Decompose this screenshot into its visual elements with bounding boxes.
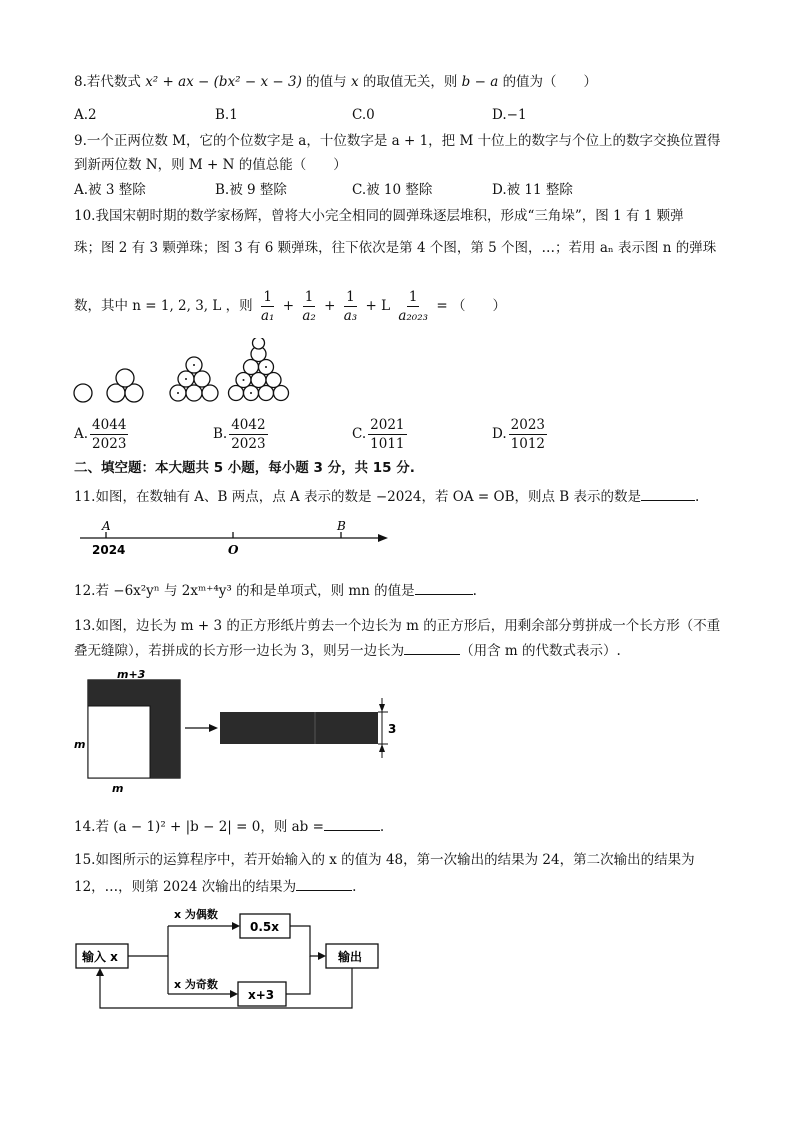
- q11-number-line: [76, 518, 396, 560]
- frac-num: 2023: [510, 417, 545, 433]
- q11-text: 11.如图，在数轴有 A、B 两点，点 A 表示的数是 −2024，若 OA = OB，则点 B 表示的数是: [74, 489, 642, 505]
- bottom-side-label: m: [112, 782, 124, 795]
- answer-blank[interactable]: [296, 876, 352, 891]
- q10-line3-prefix: 数，其中 n = 1, 2, 3, L ，则: [74, 298, 253, 314]
- plus-sign: +: [282, 298, 295, 314]
- plus-sign: +: [324, 298, 336, 314]
- origin-label: O: [228, 543, 239, 557]
- q10-line1: 10.我国宋朝时期的数学家杨辉，曾将大小完全相同的圆弹珠逐层堆积，形成“三角垛”，图 1 有 1 颗弹: [74, 208, 684, 224]
- q10-frac-2: [300, 288, 317, 325]
- q15-line1: 15.如图所示的运算程序中，若开始输入的 x 的值为 48，第一次输出的结果为 24，第二次输出的结果为: [74, 852, 695, 868]
- q10-marble-figure: [70, 338, 310, 408]
- frac-den: a₃: [343, 308, 358, 324]
- side-length-label: 3: [388, 722, 397, 736]
- point-a-label: A: [102, 519, 111, 533]
- op-half-label: 0.5x: [250, 920, 279, 934]
- q12-end: .: [472, 583, 477, 599]
- frac-den: 2023: [231, 436, 266, 452]
- option-letter: C.: [352, 426, 367, 442]
- q12-text: 12.若 −6x²yⁿ 与 2xᵐ⁺⁴y³ 的和是单项式，则 mn 的值是: [74, 583, 415, 599]
- frac-den: 2023: [92, 436, 127, 452]
- q13-line2: [74, 640, 621, 661]
- q15-end: .: [352, 879, 357, 895]
- even-branch-label: x 为偶数: [174, 908, 218, 921]
- q13-line2-end: （用含 m 的代数式表示）.: [460, 643, 621, 659]
- op-plus3-label: x+3: [248, 988, 275, 1002]
- q13-line2-text: 叠无缝隙），若拼成的长方形一边长为 3，则另一边长为: [74, 643, 405, 659]
- q8-option-b: B.1: [215, 107, 238, 123]
- q8-option-a: A.2: [74, 107, 97, 123]
- q8-prefix: 8.若代数式: [74, 74, 141, 90]
- top-side-label: m+3: [117, 668, 146, 681]
- marble: [202, 385, 218, 401]
- q15-flowchart: [70, 902, 400, 1014]
- q9-line2: 到新两位数 N，则 M + N 的值总能（ ）: [74, 157, 347, 173]
- q10-frac-3: [342, 288, 359, 325]
- frac-num: 4044: [92, 417, 127, 433]
- answer-blank[interactable]: [415, 580, 473, 595]
- frac-num: 4042: [231, 417, 266, 433]
- option-letter: D.: [492, 426, 507, 442]
- q11-end: .: [695, 489, 700, 505]
- q8-expr: x² + ax − (bx² − x − 3): [145, 74, 302, 90]
- answer-blank[interactable]: [641, 486, 695, 501]
- q15-line2-text: 12，…，则第 2024 次输出的结果为: [74, 879, 297, 895]
- q14-stem: [74, 816, 384, 837]
- frac-den: 1011: [370, 436, 405, 452]
- frac-den: a₁: [260, 308, 275, 324]
- odd-branch-label: x 为奇数: [174, 978, 218, 991]
- q8-mid: 的值与: [306, 74, 347, 90]
- point-a-value: 2024: [92, 543, 126, 557]
- frac-num: 1: [263, 289, 272, 305]
- frac-num: 1: [408, 289, 418, 305]
- q10-option-c: [352, 414, 409, 454]
- q8-stem: [74, 72, 597, 92]
- q10-line3-suffix: = （ ）: [436, 298, 506, 314]
- frac-den: 1012: [510, 436, 545, 452]
- output-box-label: 输出: [338, 950, 363, 964]
- marble: [186, 385, 202, 401]
- q10-option-a: [74, 414, 130, 454]
- point-b-label: B: [337, 519, 346, 533]
- q14-end: .: [379, 819, 385, 835]
- q8-option-d: D.−1: [492, 107, 527, 123]
- q11-stem: [74, 486, 699, 507]
- q9-line1: 9.一个正两位数 M，它的个位数字是 a，十位数字是 a + 1，把 M 十位上的数字与个位上的数字交换位置得: [74, 133, 721, 149]
- plus-ellipsis: + L: [365, 298, 391, 314]
- answer-blank[interactable]: [404, 640, 460, 655]
- marble: [194, 371, 210, 387]
- marble: [74, 384, 92, 402]
- option-letter: A.: [74, 426, 89, 442]
- frac-num: 1: [346, 289, 355, 305]
- q10-frac-1: [259, 288, 276, 325]
- q10-frac-4: [396, 288, 430, 325]
- q9-option-d: D.被 11 整除: [492, 182, 573, 198]
- q12-stem: [74, 580, 477, 601]
- q8-mid2: 的取值无关，则: [362, 74, 458, 90]
- q13-line1: 13.如图，边长为 m + 3 的正方形纸片剪去一个边长为 m 的正方形后，用剩余部分剪拼成一个长方形（不重: [74, 618, 721, 634]
- frac-num: 1: [304, 289, 314, 305]
- q10-option-b: [213, 414, 270, 454]
- q10-line2: 珠；图 2 有 3 颗弹珠；图 3 有 6 颗弹珠，往下依次是第 4 个图，第 5 个图，…；若用 aₙ 表示图 n 的弹珠: [74, 240, 717, 256]
- q9-option-a: A.被 3 整除: [74, 182, 146, 198]
- frac-num: 2021: [370, 417, 405, 433]
- q9-option-b: B.被 9 整除: [215, 182, 287, 198]
- frac-den: a₂₀₂₃: [398, 308, 429, 324]
- section-title: 二、填空题：本大题共 5 小题，每小题 3 分，共 15 分.: [74, 460, 415, 476]
- q8-ask: b − a: [461, 74, 499, 90]
- marble: [253, 338, 265, 349]
- q9-option-c: C.被 10 整除: [352, 182, 433, 198]
- q10-line3: [74, 286, 506, 326]
- q14-text: 14.若 (a − 1)² + |b − 2| = 0，则 ab =: [74, 819, 324, 835]
- frac-den: a₂: [302, 308, 316, 324]
- q8-var: x: [350, 74, 359, 90]
- left-side-label: m: [74, 738, 86, 751]
- q13-square-figure: [70, 668, 400, 796]
- input-box-label: 输入 x: [82, 950, 118, 964]
- option-letter: B.: [213, 426, 228, 442]
- q10-option-d: [492, 414, 549, 454]
- q8-option-c: C.0: [352, 107, 375, 123]
- q8-suffix: 的值为（ ）: [502, 74, 598, 90]
- q15-line2: [74, 876, 356, 897]
- answer-blank[interactable]: [324, 816, 380, 831]
- marble: [116, 369, 134, 387]
